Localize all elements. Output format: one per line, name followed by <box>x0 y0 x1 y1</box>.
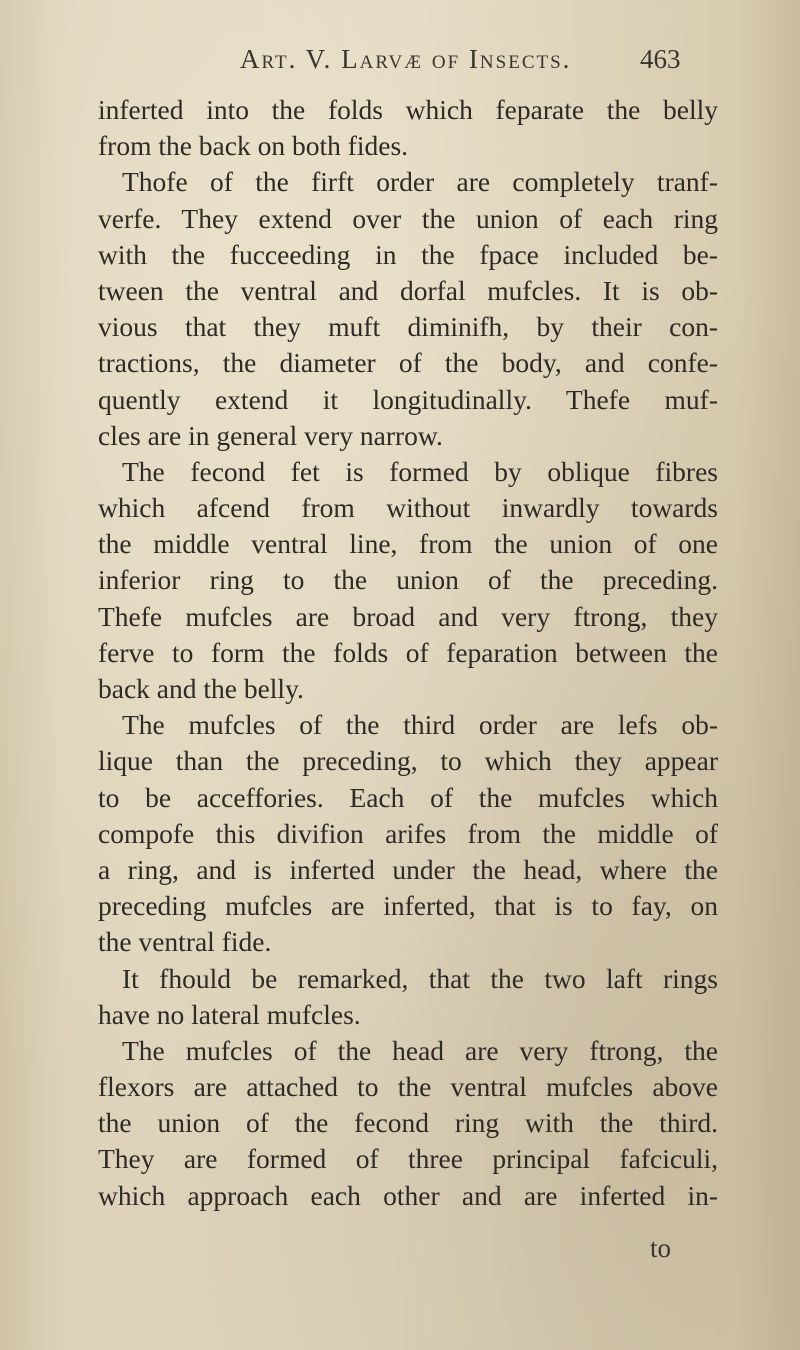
text-line: have no lateral mufcles. <box>98 998 361 1030</box>
text-line: vious that they muft diminifh, by their con- <box>98 311 718 343</box>
text-line: to be acceffories. Each of the mufcles which <box>98 781 718 813</box>
text-line: quently extend it longitudinally. Thefe muf- <box>98 383 718 415</box>
text-line: which afcend from without inwardly towards <box>98 492 718 524</box>
catchword: to <box>650 1233 672 1263</box>
text-line: The fecond fet is formed by oblique fibres <box>122 455 718 487</box>
text-line: tractions, the diameter of the body, and confe- <box>98 347 718 379</box>
page-number: 463 <box>640 44 681 74</box>
text-line: the union of the fecond ring with the third. <box>98 1107 718 1139</box>
text-line: compofe this divifion arifes from the middle of <box>98 817 718 849</box>
text-line: flexors are attached to the ventral mufcles above <box>98 1071 718 1103</box>
text-line: inferted into the folds which feparate the belly <box>98 94 718 125</box>
text-line: The mufcles of the third order are lefs ob- <box>122 709 718 741</box>
text-line: back and the belly. <box>98 673 304 704</box>
text-line: with the fucceeding in the fpace included be- <box>98 238 718 270</box>
text-line: verfe. They extend over the union of each ring <box>98 202 718 234</box>
text-line: Thofe of the firft order are completely tranf- <box>122 166 718 198</box>
text-line: a ring, and is inferted under the head, where the <box>98 853 718 885</box>
page-header <box>0 44 800 84</box>
text-line: The mufcles of the head are very ftrong, the <box>122 1034 718 1066</box>
text-line: ferve to form the folds of feparation between the <box>98 636 718 668</box>
text-line: preceding mufcles are inferted, that is to fay, on <box>98 890 718 922</box>
text-line: the middle ventral line, from the union of one <box>98 528 718 560</box>
text-line: tween the ventral and dorfal mufcles. It is ob- <box>98 274 718 306</box>
text-line: the ventral fide. <box>98 926 272 958</box>
text-line: cles are in general very narrow. <box>98 419 443 451</box>
text-line: It fhould be remarked, that the two laft rings <box>122 962 718 994</box>
text-line: They are formed of three principal fafciculi, <box>98 1143 718 1175</box>
text-line: lique than the preceding, to which they appear <box>98 745 718 777</box>
text-line: which approach each other and are inferted in- <box>98 1179 718 1211</box>
text-line: Thefe mufcles are broad and very ftrong, they <box>98 600 718 632</box>
body-text <box>98 92 718 1214</box>
running-head: Art. V. Larvæ of Insects. <box>240 44 572 74</box>
text-line: from the back on both fides. <box>98 130 409 162</box>
text-line: inferior ring to the union of the preceding. <box>98 564 718 596</box>
